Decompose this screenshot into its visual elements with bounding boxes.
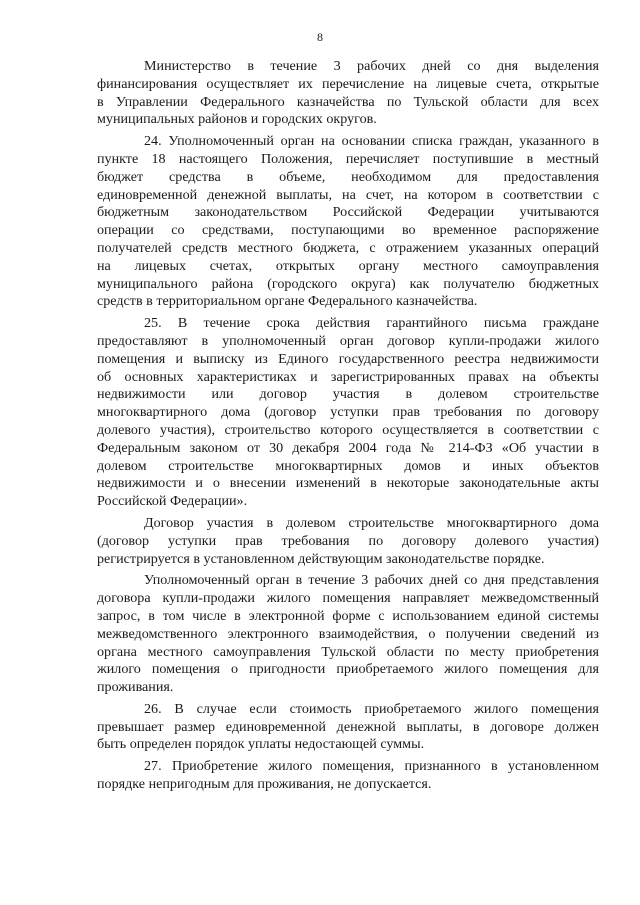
text-line: жилого помещения о пригодности приобретаемого жилого помещения для xyxy=(97,661,599,678)
document-body xyxy=(97,58,599,798)
text-line: муниципального района (городского округа) как получателю бюджетных xyxy=(97,275,599,292)
text-line: на лицевых счетах, открытых органу местного самоуправления xyxy=(97,257,599,274)
text-line: превышает размер единовременной денежной выплаты, в договоре должен xyxy=(97,718,599,735)
text-line: порядке непригодным для проживания, не допускается. xyxy=(97,776,432,793)
paragraph xyxy=(97,572,599,697)
text-line: бюджетным законодательством Российской Федерации учитываются xyxy=(97,204,599,221)
paragraph xyxy=(97,133,599,311)
text-line: договора купли-продажи жилого помещения направляет межведомственный xyxy=(97,590,599,607)
text-line: (договор уступки прав требования по договору долевого участия) xyxy=(97,532,599,549)
text-line: запрос, в том числе в электронной форме с использованием единой системы xyxy=(97,607,599,624)
text-line: быть определен порядок уплаты недостающей суммы. xyxy=(97,736,425,753)
paragraph xyxy=(97,515,599,568)
text-line: Российской Федерации». xyxy=(97,493,248,510)
text-line: Договор участия в долевом строительстве многоквартирного дома xyxy=(144,514,599,531)
paragraph xyxy=(97,701,599,754)
text-line: межведомственного электронного взаимодействия, о получении сведений из xyxy=(97,625,599,642)
text-line: 27. Приобретение жилого помещения, признанного в установленном xyxy=(144,758,599,775)
text-line: многоквартирного дома (договор уступки прав требования по договору xyxy=(97,404,599,421)
text-line: 24. Уполномоченный орган на основании списка граждан, указанного в xyxy=(144,133,599,150)
text-line: долевого участия), строительство которого осуществляется в соответствии с xyxy=(97,421,599,438)
paragraph xyxy=(97,315,599,511)
text-line: предоставляют в уполномоченный орган договор купли-продажи жилого xyxy=(97,332,599,349)
text-line: пункте 18 настоящего Положения, перечисляет поступившие в местный xyxy=(97,150,599,167)
text-line: регистрируется в установленном действующим законодательстве порядке. xyxy=(97,550,545,567)
text-line: бюджет средства в объеме, необходимом для предоставления xyxy=(97,168,599,185)
text-line: средств в территориальном органе Федерального казначейства. xyxy=(97,293,478,310)
text-line: получателей средств местного бюджета, с отражением указанных операций xyxy=(97,239,599,256)
text-line: в Управлении Федерального казначейства по Тульской области для всех xyxy=(97,93,599,110)
text-line: органа местного самоуправления Тульской области по месту приобретения xyxy=(97,643,599,660)
text-line: 25. В течение срока действия гарантийного письма граждане xyxy=(144,315,599,332)
text-line: 26. В случае если стоимость приобретаемого жилого помещения xyxy=(144,700,599,717)
text-line: недвижимости или договор участия в долевом строительстве xyxy=(97,386,599,403)
text-line: Уполномоченный орган в течение 3 рабочих дней со дня представления xyxy=(144,572,599,589)
text-line: недвижимости и о внесении изменений в некоторые законодательные акты xyxy=(97,475,599,492)
text-line: операции со средствами, поступающими во временное распоряжение xyxy=(97,222,599,239)
page-number: 8 xyxy=(317,30,323,44)
text-line: проживания. xyxy=(97,679,174,696)
text-line: единовременной денежной выплаты, на счет, на котором в соответствии с xyxy=(97,186,599,203)
text-line: финансирования осуществляет их перечисление на лицевые счета, открытые xyxy=(97,75,599,92)
text-line: муниципальных районов и городских округов. xyxy=(97,111,377,128)
paragraph xyxy=(97,58,599,129)
paragraph xyxy=(97,758,599,794)
text-line: долевом строительстве многоквартирных домов и иных объектов xyxy=(97,457,599,474)
text-line: об основных характеристиках и зарегистрированных правах на объекты xyxy=(97,368,599,385)
text-line: помещения и выписку из Единого государственного реестра недвижимости xyxy=(97,350,599,367)
text-line: Министерство в течение 3 рабочих дней со дня выделения xyxy=(144,58,599,74)
text-line: Федеральным законом от 30 декабря 2004 года № 214-ФЗ «Об участии в xyxy=(97,439,599,456)
